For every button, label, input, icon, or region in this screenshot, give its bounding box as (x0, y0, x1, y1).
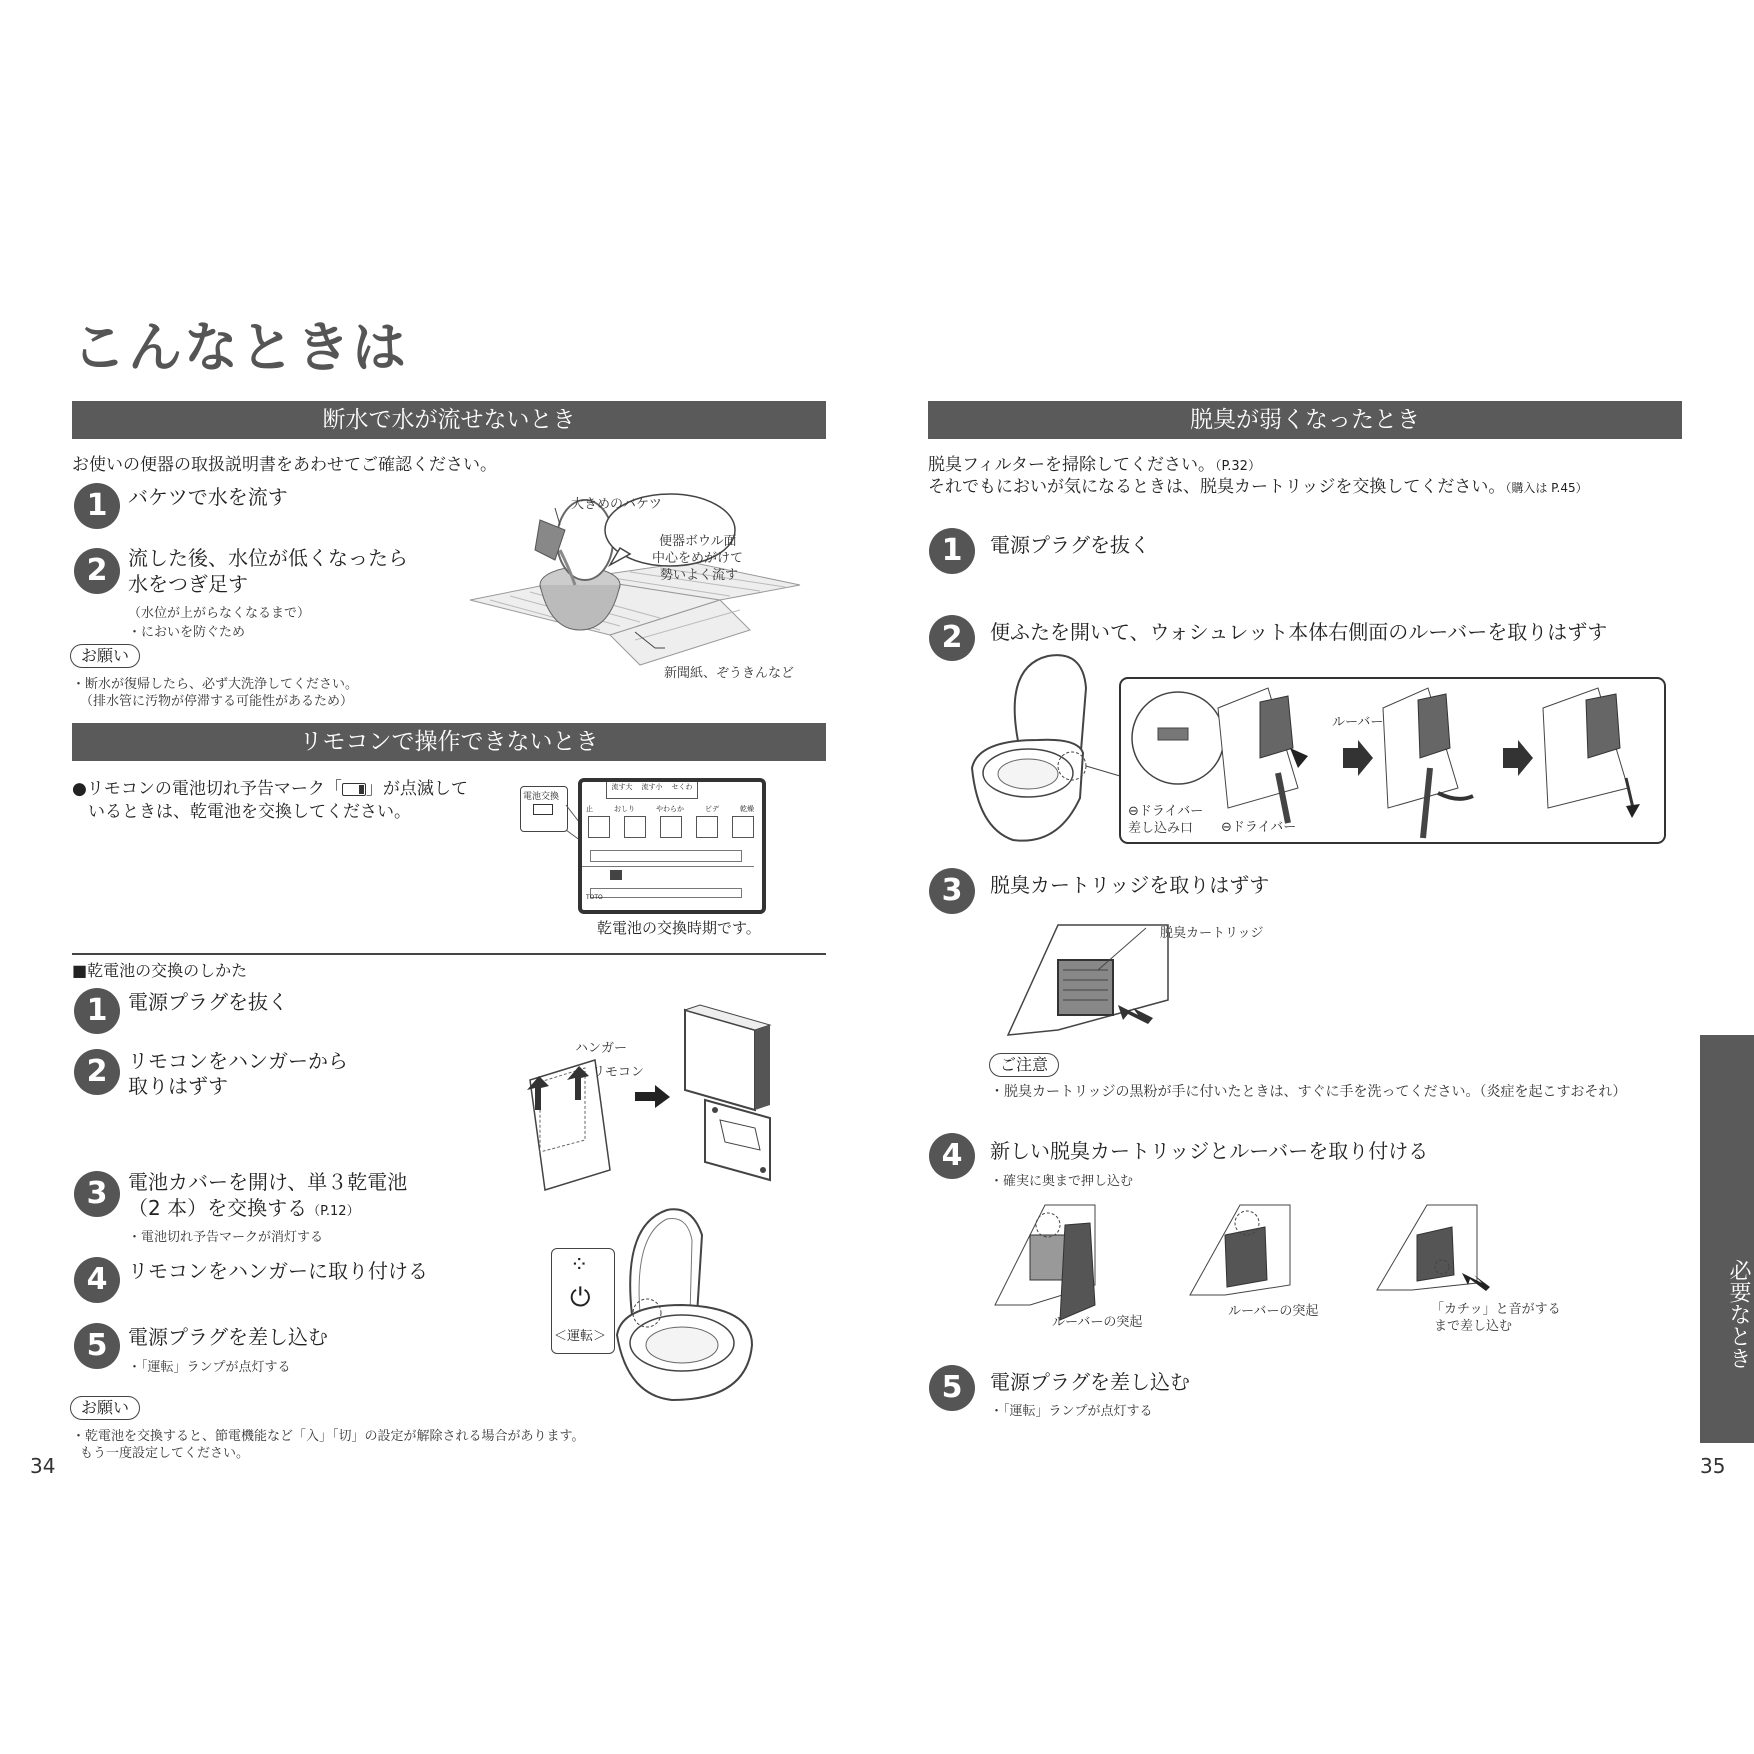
section-header-deodorizer: 脱臭が弱くなったとき (928, 401, 1682, 439)
toilet-illustration (612, 1205, 772, 1405)
lamp-blink-icon: ⁘ (570, 1253, 589, 1278)
battery-step-3-line2 (128, 1195, 360, 1225)
step-number-2: 2 (929, 615, 975, 661)
remote-button (588, 816, 610, 838)
bubble-line1: 便器ボウル面 (659, 534, 737, 549)
operation-lamp-label: ＜運転＞ (554, 1329, 607, 1344)
water-request-line2: （排水管に汚物が停滞する可能性があるため） (80, 694, 354, 709)
remote-bullet-line2: いるときは、乾電池を交換してください。 (88, 802, 411, 822)
divider (72, 953, 826, 955)
deodorizer-step-5-text: 電源プラグを差し込む (990, 1370, 1190, 1394)
label-cartridge: 脱臭カートリッジ (1160, 926, 1264, 941)
louver-attach-illustration-1 (990, 1195, 1110, 1320)
remote-btn-label-1: おしり (614, 805, 635, 813)
remote-bullet-line1a: ●リモコンの電池切れ予告マーク「 (72, 779, 342, 799)
remote-button (624, 816, 646, 838)
battery-step-2-line2: 取りはずす (128, 1074, 228, 1098)
remote-top-btn-0: 流す大 (611, 783, 633, 791)
label-protrusion-1: ルーバーの突起 (1052, 1315, 1143, 1330)
step-number-5: 5 (929, 1365, 975, 1411)
remote-top-buttons (606, 782, 698, 799)
remote-btn-label-2: やわらか (656, 805, 684, 813)
battery-warning-lamp (610, 870, 622, 880)
remote-button (660, 816, 682, 838)
remote-button-labels (586, 804, 754, 814)
step-number-3: 3 (929, 868, 975, 914)
request-badge: お願い (70, 1396, 140, 1420)
deodorizer-step-4-text: 新しい脱臭カートリッジとルーバーを取り付ける (990, 1139, 1429, 1163)
remote-button-row (588, 816, 754, 838)
caution-text: ・脱臭カートリッジの黒粉が手に付いたときは、すぐに手を洗ってください。（炎症を起こすおそれ） (990, 1084, 1627, 1100)
louver-removal-illustration (968, 648, 1668, 848)
cartridge-removal-illustration (998, 920, 1178, 1040)
remote-bullet-line1 (72, 774, 468, 799)
label-protrusion-2: ルーバーの突起 (1228, 1304, 1319, 1319)
deodorizer-step-5-note: ・「運転」ランプが点灯する (990, 1404, 1153, 1419)
deodorizer-step-1-text: 電源プラグを抜く (990, 533, 1150, 557)
battery-step-1-text: 電源プラグを抜く (128, 990, 288, 1014)
louver-attach-illustration-2 (1185, 1195, 1305, 1300)
section-header-remote: リモコンで操作できないとき (72, 723, 826, 761)
step-number-4: 4 (74, 1257, 120, 1303)
remote-bottom-buttons (590, 888, 742, 898)
page-number-left: 34 (30, 1454, 56, 1478)
side-tab-label: 必要なとき (1726, 1259, 1751, 1369)
battery-mark-icon (342, 783, 366, 796)
water-step-1-text: バケツで水を流す (128, 485, 288, 509)
battery-icon (533, 804, 553, 815)
battery-step-5-text: 電源プラグを差し込む (128, 1325, 328, 1349)
remote-bullet-line1b: 」が点滅して (365, 779, 468, 799)
water-step-2-note1: （水位が上がらなくなるまで） (128, 606, 311, 621)
water-request-line1: ・断水が復帰したら、必ず大洗浄してください。 (72, 677, 359, 692)
remote-btn-label-3: ビデ (705, 805, 719, 813)
louver-attach-illustration-3 (1372, 1195, 1492, 1295)
label-hanger: ハンガー (575, 1041, 628, 1056)
remote-btn-label-0: 止 (586, 805, 593, 813)
battery-step-4-text: リモコンをハンガーに取り付ける (128, 1259, 428, 1283)
water-step-2-line2: 水をつぎ足す (128, 572, 248, 596)
battery-heading: ■乾電池の交換のしかた (72, 961, 248, 980)
request-badge: お願い (70, 644, 140, 668)
battery-request-line2: もう一度設定してください。 (80, 1446, 250, 1461)
deodorizer-step-3-text: 脱臭カートリッジを取りはずす (990, 873, 1270, 897)
water-intro: お使いの便器の取扱説明書をあわせてご確認ください。 (72, 455, 497, 475)
deodorizer-intro2-text: それでもにおいが気になるときは、脱臭カートリッジを交換してください。 (928, 477, 1506, 497)
deodorizer-intro2 (928, 472, 1588, 497)
remote-divider (582, 866, 754, 867)
label-driver: ⊖ドライバー (1221, 820, 1297, 835)
caution-badge: ご注意 (989, 1053, 1059, 1077)
page-number-right: 35 (1700, 1454, 1726, 1478)
deodorizer-intro1-text: 脱臭フィルターを掃除してください。 (928, 455, 1215, 475)
water-step-2-line1: 流した後、水位が低くなったら (128, 546, 408, 570)
battery-step-3-line2-text: （2 本）を交換する (128, 1196, 308, 1220)
step-number-2: 2 (74, 548, 120, 594)
label-newspaper: 新聞紙、ぞうきんなど (664, 666, 795, 681)
remote-top-btn-2: セくわ (671, 783, 693, 791)
step-number-1: 1 (74, 988, 120, 1034)
hanger-remote-illustration (525, 1000, 795, 1190)
label-remote: リモコン (592, 1065, 645, 1080)
label-bucket: 大きめのバケツ (571, 497, 662, 512)
label-click-line1: 「カチッ」と音がする (1431, 1302, 1561, 1317)
remote-sliders (590, 850, 742, 862)
deodorizer-intro1-ref: （P.32） (1214, 459, 1261, 474)
side-tab (1700, 1035, 1754, 1443)
deodorizer-step-2-text: 便ふたを開いて、ウォシュレット本体右側面のルーバーを取りはずす (990, 620, 1608, 644)
battery-step-5-note: ・「運転」ランプが点灯する (128, 1360, 291, 1375)
battery-step-2-line1: リモコンをハンガーから (128, 1049, 348, 1073)
bubble-line2: 中心をめがけて (652, 551, 744, 566)
label-louver: ルーバー (1332, 715, 1384, 730)
battery-step-3-ref: （P.12） (307, 1204, 360, 1219)
label-driver-slot-line1: ⊖ドライバー (1128, 804, 1204, 819)
power-icon: ⏻ (570, 1283, 591, 1313)
bubble-line3: 勢いよく流す (660, 568, 739, 583)
bucket-pouring-illustration (460, 490, 820, 680)
battery-step-3-note: ・電池切れ予告マークが消灯する (128, 1230, 324, 1245)
page-title: こんなときは (72, 316, 408, 379)
battery-time-caption: 乾電池の交換時期です。 (597, 919, 761, 937)
deodorizer-intro2-ref: （購入は P.45） (1505, 481, 1588, 495)
step-number-2: 2 (74, 1049, 120, 1095)
deodorizer-step-4-note: ・確実に奥まで押し込む (990, 1174, 1134, 1189)
operation-lamp-inset (551, 1248, 615, 1354)
remote-brand: TOTO (586, 894, 603, 901)
water-step-2-note2: ・においを防ぐため (128, 625, 246, 640)
battery-request-line1: ・乾電池を交換すると、節電機能など「入」「切」の設定が解除される場合があります。 (72, 1429, 585, 1444)
section-header-water-outage: 断水で水が流せないとき (72, 401, 826, 439)
remote-btn-label-4: 乾燥 (740, 805, 754, 813)
label-driver-slot-line2: 差し込み口 (1128, 821, 1194, 836)
step-number-3: 3 (74, 1171, 120, 1217)
remote-top-btn-1: 流す小 (641, 783, 663, 791)
label-click-line2: まで差し込む (1434, 1319, 1513, 1334)
remote-button (732, 816, 754, 838)
step-number-5: 5 (74, 1323, 120, 1369)
battery-panel-label: 電池交換 (523, 792, 560, 802)
step-number-1: 1 (929, 528, 975, 574)
step-number-1: 1 (74, 483, 120, 529)
remote-control-illustration (578, 778, 766, 914)
remote-button (696, 816, 718, 838)
step-number-4: 4 (929, 1133, 975, 1179)
battery-step-3-line1: 電池カバーを開け、単３乾電池 (128, 1170, 408, 1194)
